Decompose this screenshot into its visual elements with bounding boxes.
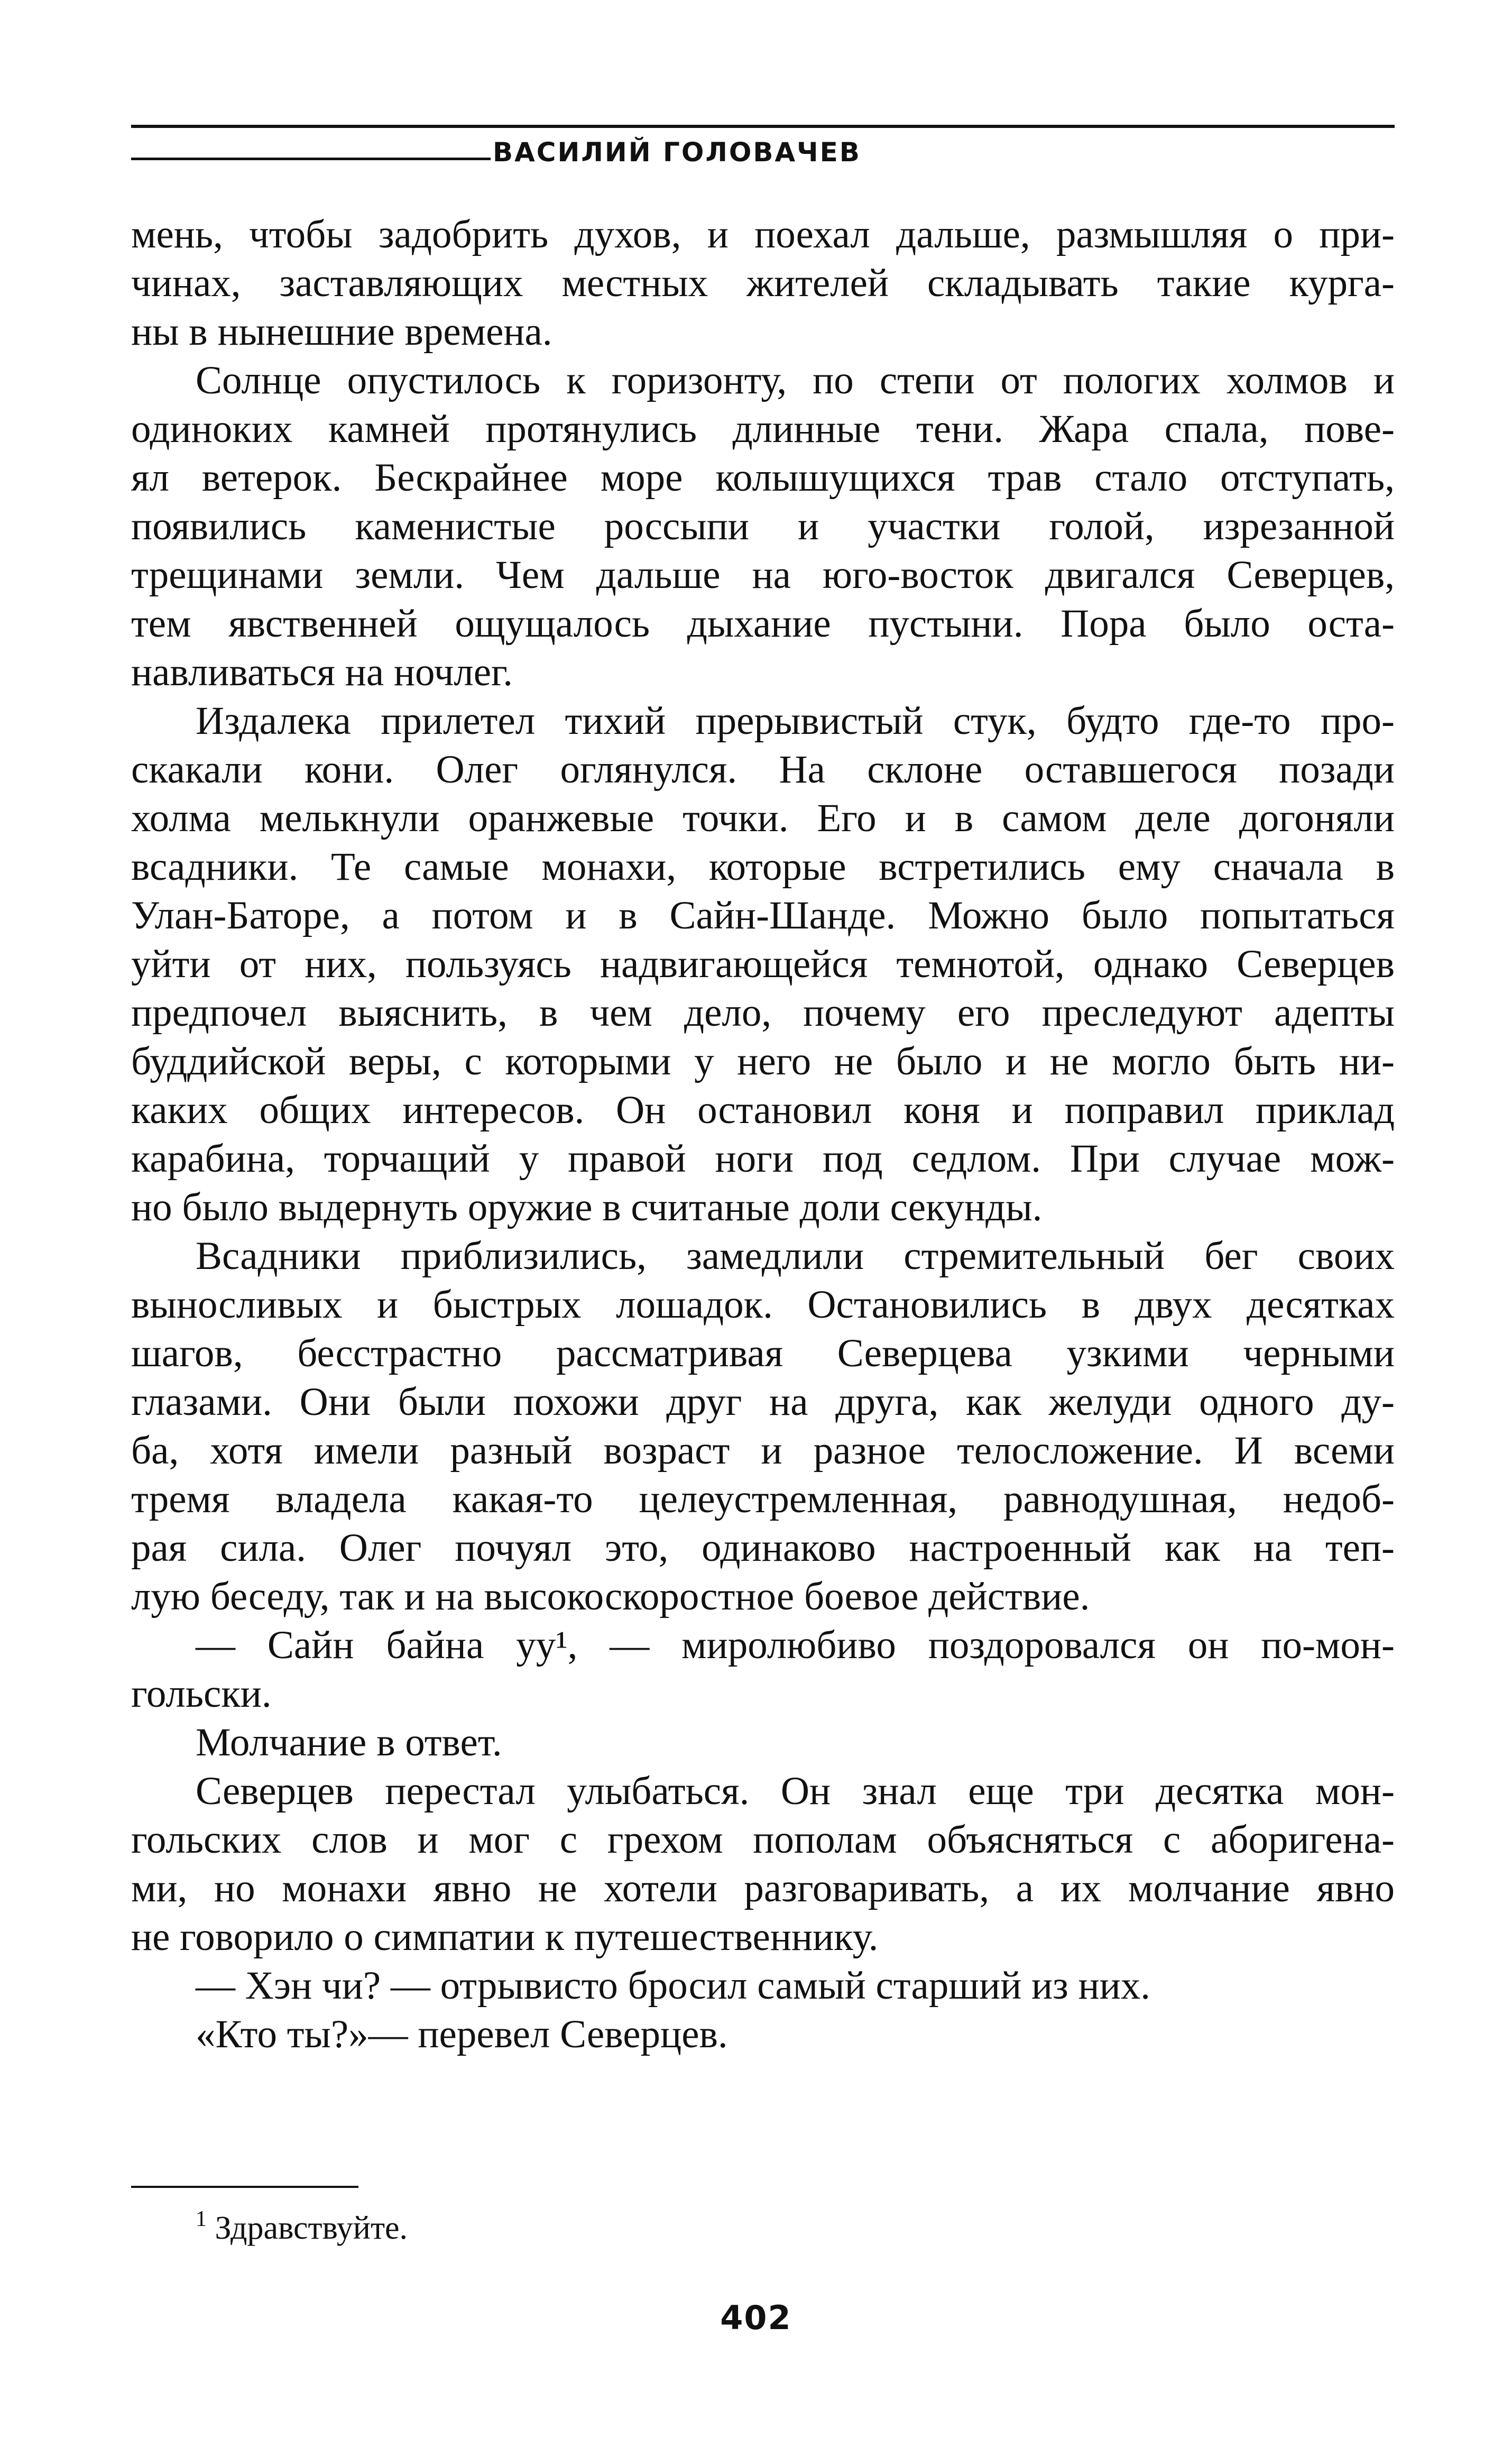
text-line: трещинами земли. Чем дальше на юго-восток двигался Северцев,	[131, 553, 1395, 597]
text-line: глазами. Они были похожи друг на друга, как желуди одного ду-	[131, 1380, 1395, 1424]
text-line: ми, но монахи явно не хотели разговаривать, а их молчание явно	[131, 1866, 1395, 1910]
text-line: тем явственней ощущалось дыхание пустыни. Пора было оста-	[131, 602, 1395, 646]
text-line: не говорило о симпатии к путешественнику.	[131, 1915, 879, 1959]
footnote-text: Здравствуйте.	[215, 2210, 408, 2246]
text-line: рая сила. Олег почуял это, одинаково настроенный как на теп-	[131, 1526, 1395, 1570]
paragraph	[131, 356, 1395, 697]
running-head-title: ВАСИЛИЙ ГОЛОВАЧЕВ	[493, 137, 861, 168]
text-line: Солнце опустилось к горизонту, по степи от пологих холмов и	[196, 358, 1395, 402]
text-line: мень, чтобы задобрить духов, и поехал дальше, размышляя о при-	[131, 213, 1395, 256]
paragraph	[131, 1232, 1395, 1621]
text-line: уйти от них, пользуясь надвигающейся темнотой, однако Северцев	[131, 942, 1395, 986]
text-line: предпочел выяснить, в чем дело, почему его преследуют адепты	[131, 991, 1395, 1035]
text-line: всадники. Те самые монахи, которые встретились ему сначала в	[131, 845, 1395, 889]
text-line: ял ветерок. Бескрайнее море колышущихся трав стало отступать,	[131, 456, 1395, 500]
text-line: холма мелькнули оранжевые точки. Его и в самом деле догоняли	[131, 796, 1395, 840]
text-line: буддийской веры, с которыми у него не было и не могло быть ни-	[131, 1039, 1395, 1083]
running-head-rule	[131, 158, 491, 160]
paragraph	[131, 210, 1395, 356]
text-line: лую беседу, так и на высокоскоростное боевое действие.	[131, 1575, 1090, 1618]
page-number: 402	[720, 2298, 792, 2337]
text-line: ны в нынешние времена.	[131, 310, 552, 354]
text-line: чинах, заставляющих местных жителей складывать такие курга-	[131, 261, 1395, 305]
text-line: появились каменистые россыпи и участки голой, изрезанной	[131, 504, 1395, 548]
paragraph	[131, 1962, 1395, 2010]
text-line: «Кто ты?»— перевел Северцев.	[196, 2012, 728, 2056]
paragraph	[131, 1767, 1395, 1962]
paragraph	[131, 2010, 1395, 2059]
text-line: Северцев перестал улыбаться. Он знал еще три десятка мон-	[196, 1769, 1395, 1813]
footnote	[196, 2207, 408, 2249]
text-line: но было выдернуть оружие в считаные доли секунды.	[131, 1185, 1043, 1229]
running-head	[131, 136, 1395, 168]
text-line: карабина, торчащий у правой ноги под седлом. При случае мож-	[131, 1137, 1395, 1181]
text-line: — Хэн чи? — отрывисто бросил самый старший из них.	[196, 1964, 1151, 2008]
text-line: одиноких камней протянулись длинные тени. Жара спала, пове-	[131, 407, 1395, 451]
text-line: тремя владела какая-то целеустремленная, равнодушная, недоб-	[131, 1477, 1395, 1521]
paragraph	[131, 1621, 1395, 1718]
paragraph	[131, 1718, 1395, 1767]
text-line: Молчание в ответ.	[196, 1721, 502, 1764]
text-line: скакали кони. Олег оглянулся. На склоне оставшегося позади	[131, 748, 1395, 792]
footnote-marker: 1	[196, 2207, 207, 2231]
text-line: шагов, бесстрастно рассматривая Северцева узкими черными	[131, 1331, 1395, 1375]
text-line: Улан-Баторе, а потом и в Сайн-Шанде. Можно было попытаться	[131, 894, 1395, 937]
footnote-rule	[131, 2186, 358, 2188]
text-line: Всадники приблизились, замедлили стремительный бег своих	[196, 1234, 1395, 1278]
text-line: каких общих интересов. Он остановил коня и поправил приклад	[131, 1088, 1395, 1132]
text-line: ба, хотя имели разный возраст и разное телосложение. И всеми	[131, 1429, 1395, 1473]
header-rule	[131, 125, 1395, 128]
text-line: выносливых и быстрых лошадок. Остановились в двух десятках	[131, 1283, 1395, 1327]
text-line: навливаться на ночлег.	[131, 650, 513, 694]
text-line: Издалека прилетел тихий прерывистый стук, будто где-то про-	[196, 699, 1395, 743]
text-line: гольски.	[131, 1672, 272, 1716]
text-line: гольских слов и мог с грехом пополам объясняться с аборигена-	[131, 1818, 1395, 1862]
text-line: — Сайн байна уу¹, — миролюбиво поздоровался он по-мон-	[196, 1623, 1395, 1667]
paragraph	[131, 697, 1395, 1232]
main-text	[131, 210, 1395, 2059]
